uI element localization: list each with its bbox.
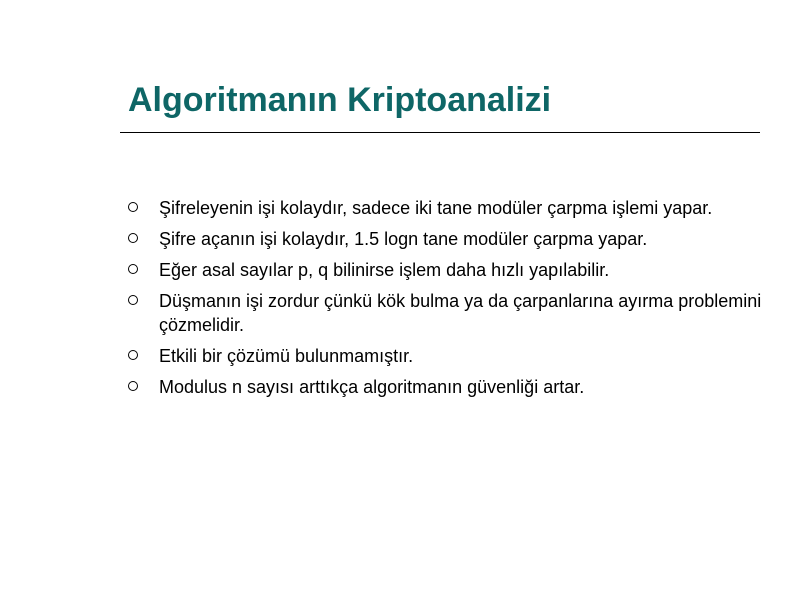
slide-title: Algoritmanın Kriptoanalizi xyxy=(128,81,552,119)
hollow-circle-bullet-icon xyxy=(128,233,138,243)
bullet-text: Şifreleyenin işi kolaydır, sadece iki tane modüler çarpma işlemi yapar. xyxy=(159,198,713,218)
title-divider xyxy=(120,132,760,133)
bullet-text: Şifre açanın işi kolaydır, 1.5 logn tane modüler çarpma yapar. xyxy=(159,229,648,249)
hollow-circle-bullet-icon xyxy=(128,264,138,274)
bullet-text: Etkili bir çözümü bulunmamıştır. xyxy=(159,346,414,366)
hollow-circle-bullet-icon xyxy=(128,381,138,391)
bullet-item xyxy=(128,344,768,368)
hollow-circle-bullet-icon xyxy=(128,350,138,360)
hollow-circle-bullet-icon xyxy=(128,202,138,212)
bullet-list xyxy=(128,196,768,406)
bullet-text: Modulus n sayısı arttıkça algoritmanın güvenliği artar. xyxy=(159,377,585,397)
bullet-text: Eğer asal sayılar p, q bilinirse işlem daha hızlı yapılabilir. xyxy=(159,260,610,280)
bullet-item xyxy=(128,289,768,337)
bullet-item xyxy=(128,196,768,220)
bullet-item xyxy=(128,375,768,399)
bullet-text: Düşmanın işi zordur çünkü kök bulma ya da çarpanlarına ayırma problemini çözmelidir. xyxy=(159,291,762,335)
hollow-circle-bullet-icon xyxy=(128,295,138,305)
bullet-item xyxy=(128,227,768,251)
bullet-item xyxy=(128,258,768,282)
